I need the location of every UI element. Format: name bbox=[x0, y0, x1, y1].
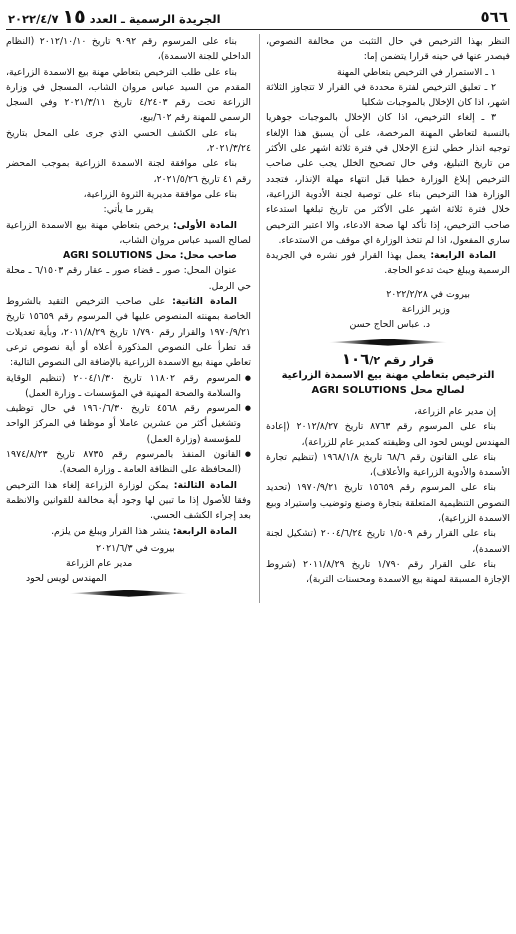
article-4 bbox=[266, 248, 510, 279]
paragraph: بناء على القانون رقم ٦٨/٦ تاريخ ١٩٦٨/١/٨ (تنظيم تجارة الأسمدة والأدوية الزراعية والأعلاف)، bbox=[266, 451, 510, 479]
left-column bbox=[6, 34, 251, 603]
paragraph: ١ ـ الاستمرار في الترخيص بتعاطي المهنة bbox=[336, 66, 496, 78]
article-text: على صاحب الترخيص التقيد بالشروط الخاصة بمهنته المنصوص عليها في المرسوم رقم ١٥٦٥٩ تاريخ ١٩٧٠/٩/٢١ والقرار رقم ١/٧٩٠ تاريخ ٢٠١١/٨/٢٩، وبأية تعديلات قد تطرأ على النصوص المذكورة أعلاه أو أية نصوص ترعى تعاطي مهنة بيع الاسمدة الزراعية بالإضافة الى النصوص التالية: bbox=[6, 296, 251, 369]
article-2 bbox=[6, 294, 251, 370]
article-label: المادة الثالثة: bbox=[173, 479, 238, 491]
decision-label: قرار رقم bbox=[383, 353, 435, 367]
article-label: المادة الأولى: bbox=[173, 219, 237, 231]
page-number: ٥٦٦ bbox=[480, 8, 508, 26]
paragraph: بناء على المرسوم رقم ١٥٦٥٩ تاريخ ١٩٧٠/٩/٢١ (تحديد النصوص التنظيمية المتعلقة بتجارة وصنع وتوضيب واستيراد وبيع الاسمدة الزراعية)، bbox=[266, 482, 510, 525]
signature-name: المهندس لويس لحود bbox=[26, 573, 107, 585]
article-text: يعمل بهذا القرار فور نشره في الجريدة الرسمية ويبلغ حيث تدعو الحاجة. bbox=[266, 250, 510, 277]
paragraph: بناء على الكشف الحسي الذي جرى على المحل بتاريخ ٢٠٢١/٣/٢٤، bbox=[6, 127, 251, 155]
paragraph: بناء على موافقة مديرية الثروة الزراعية، bbox=[83, 188, 237, 200]
paragraph: بناء على طلب الترخيص بتعاطي مهنة بيع الاسمدة الزراعية، المقدم من السيد عباس مروان الشاب، المسجل في وزارة الزراعة تحت رقم ٤/٢٤٠٣ تاريخ ٢٠٢١/٣/١١ وفي السجل الرسمي للمهنة رقم ٦٠٢/بيع، bbox=[6, 66, 251, 124]
shop-owner: صاحب محل: محل AGRI SOLUTIONS bbox=[62, 250, 237, 262]
paragraph: بناء على القرار رقم ١/٥٠٩ تاريخ ٢٠٠٤/٦/٢٤ (تشكيل لجنة الاسمدة)، bbox=[266, 528, 510, 555]
issue-number: ١٥ bbox=[62, 6, 86, 28]
decides-heading: يقرر ما يأتي: bbox=[103, 204, 154, 216]
signature-role: مدير عام الزراعة bbox=[66, 558, 133, 570]
divider-ornament bbox=[328, 339, 448, 346]
decision-subtitle: لصالح محل AGRI SOLUTIONS bbox=[311, 384, 465, 396]
paragraph: إن مدير عام الزراعة، bbox=[414, 405, 496, 417]
paragraph: بناء على القرار رقم ١/٧٩٠ تاريخ ٢٠١١/٨/٢٩ (شروط الإجازة المسبقة لمهنة بيع الاسمدة ومحسنات التربة)، bbox=[266, 558, 510, 586]
signature-role: وزير الزراعة bbox=[401, 304, 450, 316]
divider-ornament bbox=[69, 590, 189, 597]
signature-date: بيروت في ٢٠٢٢/٢/٢٨ bbox=[386, 288, 470, 300]
article-text: ينشر هذا القرار ويبلغ من يلزم. bbox=[51, 525, 173, 537]
paragraph: ٢ ـ تعليق الترخيص لفترة محددة في القرار لا تتجاوز الثلاثة اشهر، اذا كان الإخلال بالموجبات شكليا bbox=[266, 81, 510, 109]
signature-block bbox=[266, 287, 510, 333]
article-1 bbox=[6, 218, 251, 249]
article-label: المادة الرابعة: bbox=[430, 250, 496, 262]
shop-address: عنوان المحل: صور ـ قضاء صور ـ عقار رقم ٦/١٥٠٣ ـ محلة حي الرمل. bbox=[6, 265, 251, 292]
decision-number: ١٠٦ bbox=[341, 349, 370, 368]
signature-date: بيروت في ٢٠٢١/٦/٣ bbox=[96, 542, 175, 554]
signature-block bbox=[6, 541, 251, 587]
issue-date: ٢٠٢٢/٤/٧ bbox=[8, 12, 59, 26]
list-item: ● المرسوم رقم ٤٥٦٨ تاريخ ١٩٦٠/٦/٣٠ في حال توظيف وتشغيل أكثر من عشرين عاملا أو موظفا في المركز الواحد للمؤسسة (وزارة العمل) bbox=[6, 401, 251, 447]
list-item: ● المرسوم رقم ١١٨٠٢ تاريخ ٢٠٠٤/١/٣٠ (تنظيم الوقاية والسلامة والصحة المهنية في المؤسسات ـ وزارة العمل) bbox=[6, 371, 251, 402]
list-item: ● القانون المنفذ بالمرسوم رقم ٨٧٣٥ تاريخ ١٩٧٤/٨/٢٣ (المحافظة على النظافة العامة ـ وزارة الصحة). bbox=[6, 447, 251, 478]
gazette-name: الجريدة الرسمية ـ العدد bbox=[89, 12, 221, 26]
paragraph: بناء على المرسوم رقم ٩٠٩٢ تاريخ ٢٠١٢/١٠/١٠ (النظام الداخلي للجنة الاسمدة)، bbox=[6, 36, 251, 63]
article-text: يرخص بتعاطي مهنة بيع الاسمدة الزراعية لصالح السيد عباس مروان الشاب، bbox=[6, 219, 251, 246]
article-label: المادة الثانية: bbox=[172, 296, 237, 308]
right-column bbox=[259, 34, 510, 603]
paragraph: النظر بهذا الترخيص في حال التثبت من مخالفة النصوص، فيصدر عنها في حينه قرارا يتضمن إما: bbox=[266, 36, 510, 63]
signature-name: د. عباس الحاج حسن bbox=[349, 319, 430, 331]
article-text: يمكن لوزارة الزراعة إلغاء هذا الترخيص وفقا للأصول إذا ما تبين لها وجود أية مخالفة للقوانين والانظمة بعد إجراء الكشف الحسي. bbox=[6, 479, 251, 522]
decision-title bbox=[266, 349, 510, 368]
decision-suffix: /٢ bbox=[369, 353, 381, 367]
paragraph: ٣ ـ إلغاء الترخيص، اذا كان الإخلال بالموجبات جوهريا بالنسبة لتعاطي المهنة المرخصة، على أن يسبق هذا الإلغاء توجيه انذار خطي لنزع الإخلال في فترة ثلاثة اشهر على الأكثر من تاريخ التبليغ، وفي حال تصحيح الخلل يجب على صاحب الترخيص إبلاغ الوزارة خطيا قبل انتهاء مهلة الإنذار، فتجدد الوزارة هذا الترخيص بناء على توصية لجنة الأدوية الزراعية، خلال فترة ثلاثة اشهر على الأكثر من تاريخ تبلغها استدعاء صاحب الترخيص، إذا تأكد لها صحة الادعاء، والا اعتبر الترخيص ساري المفعول، اذا لم تتخذ الوزارة اي موقف من الاستدعاء. bbox=[266, 112, 510, 246]
article-3 bbox=[6, 478, 251, 524]
article-4 bbox=[6, 524, 251, 539]
paragraph: بناء على المرسوم رقم ٨٧٦٣ تاريخ ٢٠١٢/٨/٢٧ (إعادة المهندس لويس لحود الى وظيفته كمدير عام للزراعة)، bbox=[266, 421, 510, 448]
decision-subtitle: الترخيص بتعاطي مهنة بيع الاسمدة الزراعية bbox=[281, 369, 495, 381]
gazette-title bbox=[8, 8, 221, 26]
page-header bbox=[6, 0, 510, 30]
columns bbox=[6, 30, 510, 603]
article-label: المادة الرابعة: bbox=[172, 525, 237, 537]
paragraph: بناء على موافقة لجنة الاسمدة الزراعية بموجب المحضر رقم ٤١ تاريخ ٢٠٢١/٥/٢٦، bbox=[6, 158, 251, 185]
